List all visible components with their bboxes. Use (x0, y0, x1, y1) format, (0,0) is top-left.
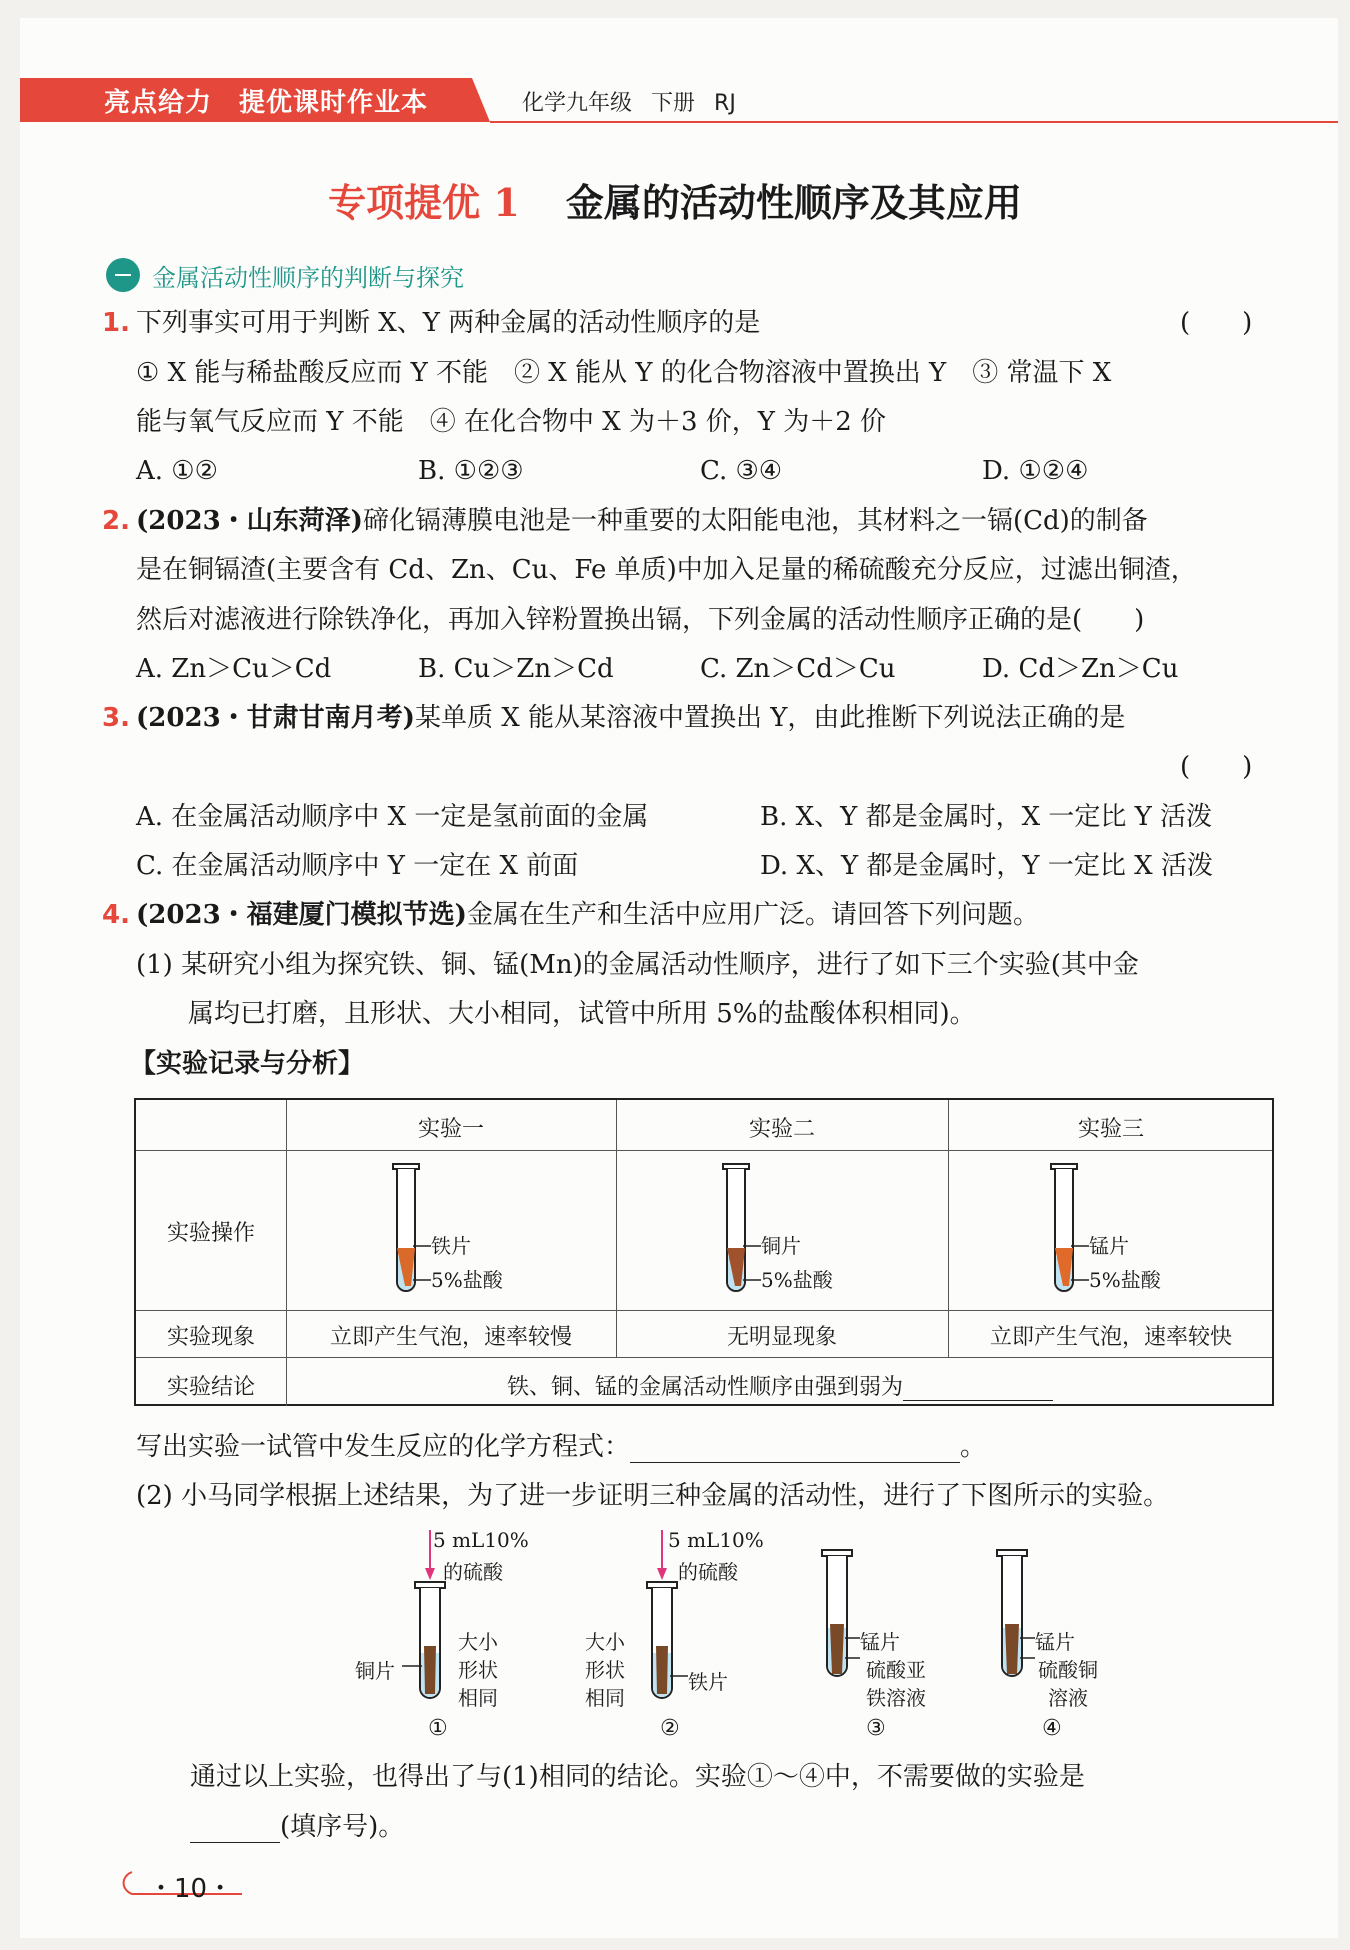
equation-blank[interactable] (630, 1432, 960, 1463)
fig-acid-label-1a: 5 mL10% (433, 1528, 529, 1552)
q2-option-c[interactable]: C. Zn＞Cd＞Cu (700, 654, 896, 684)
table-header-1: 实验一 (417, 1117, 484, 1142)
fig-tube3-solution-a: 硫酸亚 (866, 1658, 926, 1682)
fig-tube3-metal: 锰片 (860, 1630, 900, 1654)
tube2-acid-label: 5%盐酸 (761, 1268, 833, 1292)
q4-source: (2023・福建厦门模拟节选) (136, 900, 467, 930)
conclusion-text: 铁、铜、锰的金属活动性顺序由强到弱为 (506, 1375, 903, 1400)
title-label: 专项提优 1 (328, 180, 520, 225)
equation-prompt: 写出实验一试管中发生反应的化学方程式： (136, 1432, 631, 1462)
record-title: 【实验记录与分析】 (130, 1049, 365, 1079)
series-text: 提优课时作业本 (239, 88, 429, 118)
row-label-phenomenon: 实验现象 (166, 1325, 255, 1350)
q4-line1-text: 金属在生产和生活中应用广泛。请回答下列问题。 (466, 900, 1039, 930)
title-text: 金属的活动性顺序及其应用 (565, 180, 1022, 225)
q3-option-a[interactable]: A. 在金属活动顺序中 X 一定是氢前面的金属 (136, 802, 649, 832)
fig-tube4-solution-b: 溶液 (1048, 1686, 1088, 1710)
conclusion-cell (286, 1370, 1274, 1401)
fig-label-3: ③ (866, 1716, 886, 1741)
section-number-icon (106, 258, 140, 292)
tube-4-icon (997, 1550, 1035, 1676)
fig-acid-label-2b: 的硫酸 (678, 1560, 738, 1584)
q4-part1-line2: 属均已打磨，且形状、大小相同，试管中所用 5%的盐酸体积相同)。 (188, 999, 976, 1029)
row-label-operation: 实验操作 (166, 1221, 255, 1246)
q3-number: 3. (102, 703, 130, 733)
table-rule (136, 1310, 1272, 1311)
phenomenon-1: 立即产生气泡，速率较慢 (329, 1325, 572, 1350)
q2-line1 (136, 506, 1148, 536)
q1-option-d[interactable]: D. ①②④ (982, 456, 1089, 486)
fig-tube2-metal: 铁片 (688, 1670, 728, 1694)
fig-same-label-1a: 大小 (458, 1630, 498, 1654)
tube3-metal-label: 锰片 (1089, 1234, 1129, 1258)
q1-stem: 下列事实可用于判断 X、Y 两种金属的活动性顺序的是 (136, 308, 761, 338)
fig-same-label-1b: 形状 (458, 1658, 498, 1682)
q1-line2: ① X 能与稀盐酸反应而 Y 不能 ② X 能从 Y 的化合物溶液中置换出 Y ③ 常温下 X (136, 358, 1112, 388)
fig-tube3-solution-b: 铁溶液 (866, 1686, 926, 1710)
edition-text: RJ (714, 91, 736, 116)
q4-line1 (136, 900, 1039, 930)
row-label-conclusion: 实验结论 (166, 1375, 255, 1400)
tube2-metal-label: 铜片 (761, 1234, 801, 1258)
fig-tube1-metal: 铜片 (355, 1659, 395, 1683)
q2-line2: 是在铜镉渣(主要含有 Cd、Zn、Cu、Fe 单质)中加入足量的稀硫酸充分反应，过滤出铜渣， (136, 555, 1197, 585)
fig-same-label-2b: 形状 (585, 1658, 625, 1682)
q3-answer-bracket[interactable]: ( ) (1180, 752, 1253, 782)
fig-tube4-metal: 锰片 (1035, 1630, 1075, 1654)
q3-option-b[interactable]: B. X、Y 都是金属时，X 一定比 Y 活泼 (760, 802, 1213, 832)
header-brand (104, 82, 428, 119)
q1-line3: 能与氧气反应而 Y 不能 ④ 在化合物中 X 为＋3 价，Y 为＋2 价 (136, 407, 887, 437)
phenomenon-2: 无明显现象 (726, 1325, 837, 1350)
q2-number: 2. (102, 506, 130, 536)
tube1-metal-label: 铁片 (431, 1234, 471, 1258)
tube3-acid-label: 5%盐酸 (1089, 1268, 1161, 1292)
tube-1-icon (402, 1530, 445, 1698)
phenomenon-3: 立即产生气泡，速率较快 (989, 1325, 1232, 1350)
q3-option-c[interactable]: C. 在金属活动顺序中 Y 一定在 X 前面 (136, 851, 579, 881)
fig-acid-label-1b: 的硫酸 (443, 1560, 503, 1584)
page-number: ・10・ (148, 1874, 234, 1904)
subject-text: 化学九年级 (522, 91, 633, 116)
page-title (0, 172, 1350, 227)
experiment-table (134, 1098, 1274, 1406)
section-title: 金属活动性顺序的判断与探究 (152, 264, 464, 292)
q1-number: 1. (102, 308, 130, 338)
q4-final-line1: 通过以上实验，也得出了与(1)相同的结论。实验①～④中，不需要做的实验是 (190, 1762, 1085, 1792)
tube1-acid-label: 5%盐酸 (431, 1268, 503, 1292)
fig-tube4-solution-a: 硫酸铜 (1038, 1658, 1098, 1682)
table-rule (136, 1150, 1272, 1151)
tube-3-icon (822, 1550, 860, 1676)
q1-option-c[interactable]: C. ③④ (700, 456, 783, 486)
table-header-3: 实验三 (1077, 1117, 1144, 1142)
equation-line (136, 1432, 986, 1463)
q4-part1-line1: (1) 某研究小组为探究铁、铜、锰(Mn)的金属活动性顺序，进行了如下三个实验(其中金 (136, 950, 1139, 980)
q1-answer-bracket[interactable]: ( ) (1180, 308, 1253, 338)
q4-part2-line1: (2) 小马同学根据上述结果，为了进一步证明三种金属的活动性，进行了下图所示的实验。 (136, 1481, 1170, 1511)
fig-label-2: ② (660, 1716, 680, 1741)
equation-end: 。 (960, 1432, 987, 1462)
conclusion-blank[interactable] (903, 1375, 1053, 1401)
q2-option-a[interactable]: A. Zn＞Cu＞Cd (136, 654, 332, 684)
table-header-2: 实验二 (748, 1117, 815, 1142)
final-answer-blank[interactable] (190, 1812, 280, 1843)
q2-line1-text: 碲化镉薄膜电池是一种重要的太阳能电池，其材料之一镉(Cd)的制备 (362, 506, 1148, 536)
q3-line1-text: 某单质 X 能从某溶液中置换出 Y，由此推断下列说法正确的是 (414, 703, 1126, 733)
q3-line1 (136, 703, 1125, 733)
fig-same-label-1c: 相同 (458, 1686, 498, 1710)
brand-text: 亮点给力 (104, 88, 213, 118)
q1-option-a[interactable]: A. ①② (136, 456, 218, 486)
fig-same-label-2a: 大小 (585, 1630, 625, 1654)
fig-same-label-2c: 相同 (585, 1686, 625, 1710)
q2-source: (2023・山东菏泽) (136, 506, 363, 536)
q4-number: 4. (102, 900, 130, 930)
q1-option-b[interactable]: B. ①②③ (418, 456, 524, 486)
fig-acid-label-2a: 5 mL10% (668, 1528, 764, 1552)
q2-option-d[interactable]: D. Cd＞Zn＞Cu (982, 654, 1179, 684)
q3-option-d[interactable]: D. X、Y 都是金属时，Y 一定比 X 活泼 (760, 851, 1213, 881)
volume-text: 下册 (651, 91, 696, 116)
q2-line3: 然后对滤液进行除铁净化，再加入锌粉置换出镉，下列金属的活动性顺序正确的是( ) (136, 605, 1145, 635)
fig-label-1: ① (428, 1716, 448, 1741)
table-rule (286, 1100, 287, 1406)
q4-final-line2 (190, 1812, 404, 1843)
header-info (522, 86, 736, 117)
q3-source: (2023・甘肃甘南月考) (136, 703, 415, 733)
final-line2-text: (填序号)。 (280, 1812, 405, 1842)
header-rule (490, 121, 1338, 123)
fig-label-4: ④ (1042, 1716, 1062, 1741)
table-rule (136, 1357, 1272, 1358)
q2-option-b[interactable]: B. Cu＞Zn＞Cd (418, 654, 614, 684)
